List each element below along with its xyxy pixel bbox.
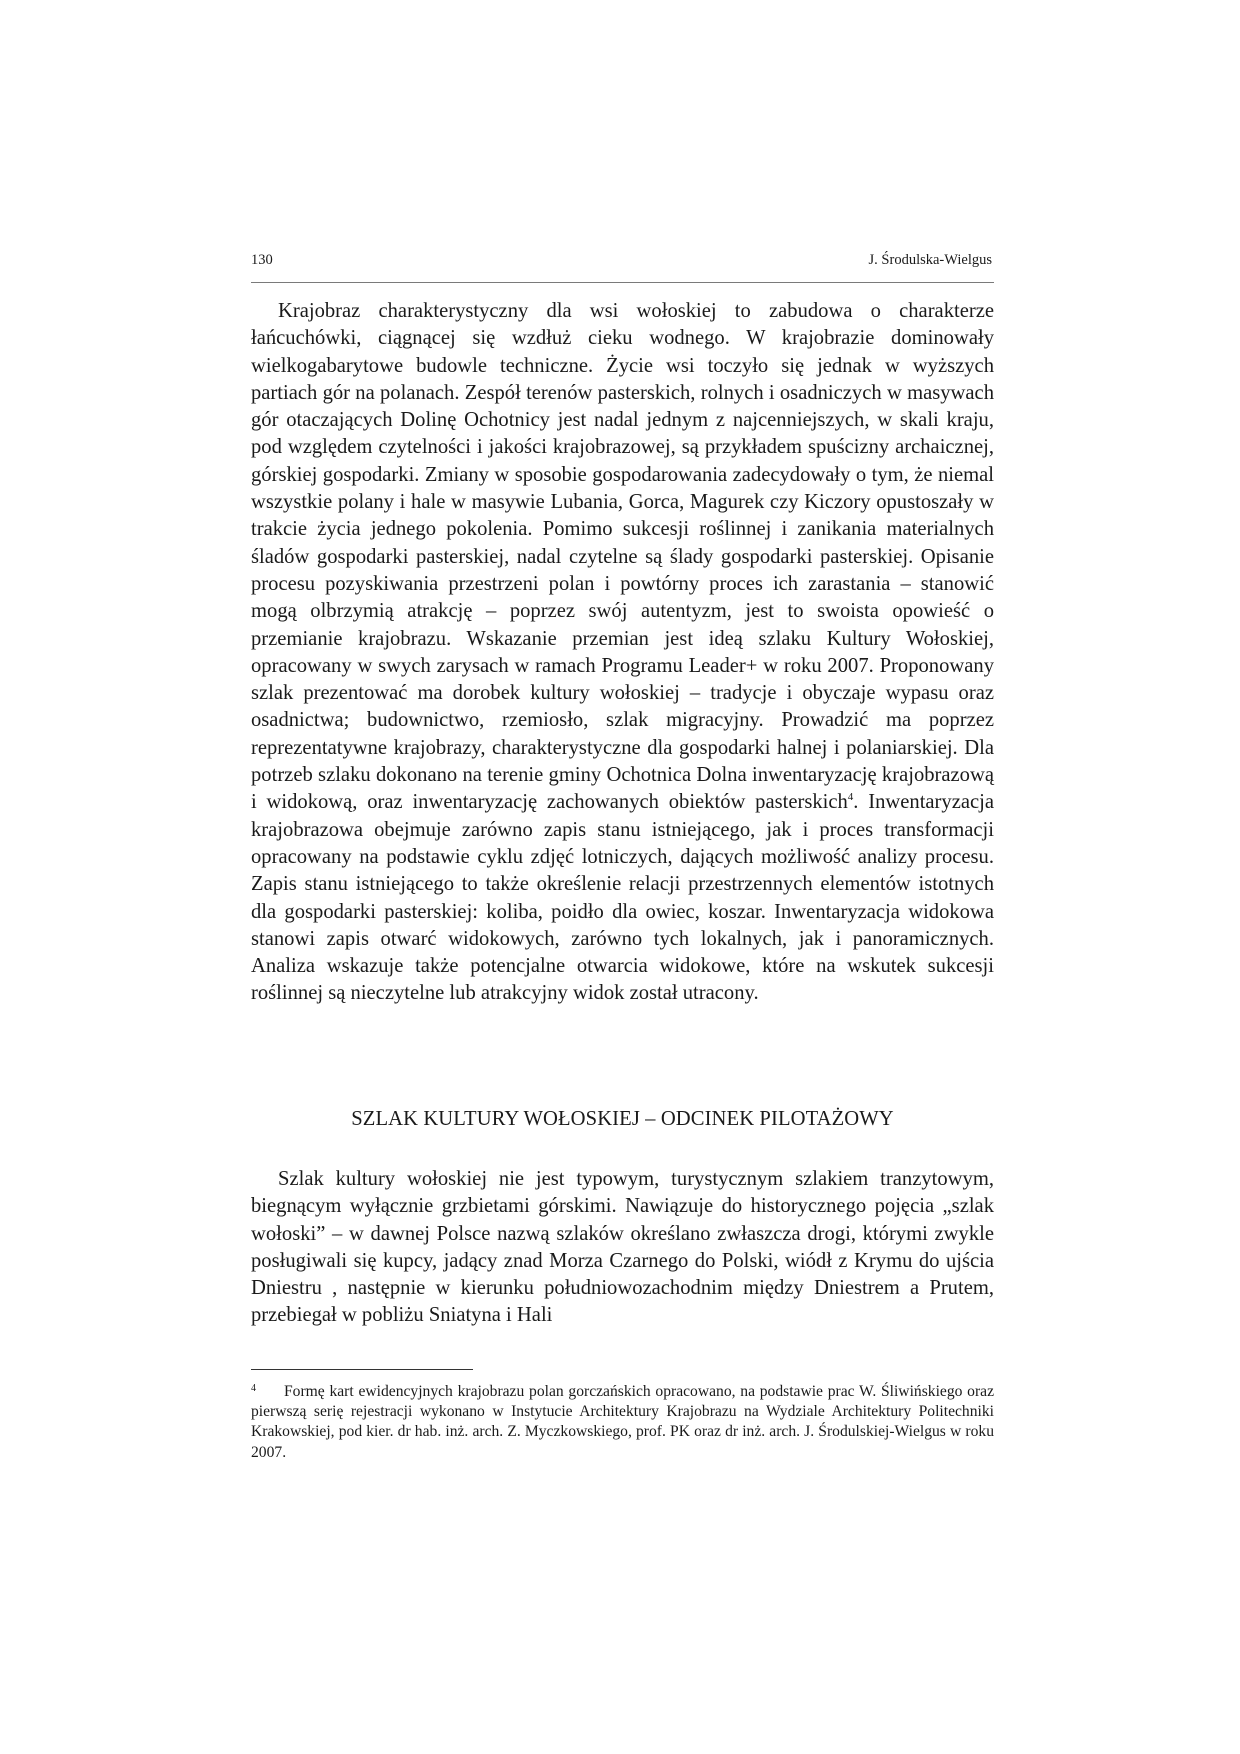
section-heading: SZLAK KULTURY WOŁOSKIEJ – ODCINEK PILOTAŻOWY bbox=[351, 1108, 894, 1130]
footnote-marker: 4 bbox=[251, 1383, 256, 1394]
body-text-section bbox=[251, 1166, 994, 1330]
footnote-reference[interactable]: 4 bbox=[847, 791, 854, 804]
running-head bbox=[251, 248, 994, 283]
footnote-rule bbox=[251, 1369, 473, 1370]
paragraph-text-continued: . Inwentaryzacja krajobrazowa obejmuje zarówno zapis stanu istniejącego, jak i proces transformacji opracowany na podstawie cyklu zdjęć lotniczych, dających możliwość analizy procesu. Zapis stanu istniejącego to także określenie relacji przestrzennych elementów istotnych dla gospodarki pasterskiej: koliba, poidło dla owiec, koszar. Inwentaryzacja widokowa stanowi zapis otwarć widokowych, zarówno tych lokalnych, jak i panoramicznych. Analiza wskazuje także potencjalne otwarcia widokowe, które na wskutek sukcesji roślinnej są nieczytelne lub atrakcyjny widok został utracony. bbox=[251, 791, 994, 1005]
page-number: 130 bbox=[251, 252, 273, 268]
footnote bbox=[251, 1382, 994, 1463]
running-head-author: J. Środulska-Wielgus bbox=[868, 252, 992, 268]
paragraph bbox=[251, 298, 994, 1008]
paragraph: Szlak kultury wołoskiej nie jest typowym, turystycznym szlakiem tranzytowym, biegnącym wyłącznie grzbietami górskimi. Nawiązuje do historycznego pojęcia „szlak wołoski” – w dawnej Polsce nazwą szlaków określano zwłaszcza drogi, którymi zwykle posługiwali się kupcy, jadący znad Morza Czarnego do Polski, wiódł z Krymu do ujścia Dniestru , następnie w kierunku południowozachodnim między Dniestrem a Prutem, przebiegał w pobliżu Sniatyna i Hali bbox=[251, 1168, 994, 1327]
footnote-text: Formę kart ewidencyjnych krajobrazu polan gorczańskich opracowano, na podstawie prac W. Śliwińskiego oraz pierwszą serię rejestracji wykonano w Instytucie Architektury Krajobrazu na Wydziale Architektury Politechniki Krakowskiej, pod kier. dr hab. inż. arch. Z. Myczkowskiego, prof. PK oraz dr inż. arch. J. Środulskiej-Wielgus w roku 2007. bbox=[251, 1383, 994, 1461]
paragraph-text: Krajobraz charakterystyczny dla wsi wołoskiej to zabudowa o charakterze łańcuchówki, ciągnącej się wzdłuż cieku wodnego. W krajobrazie dominowały wielkogabarytowe budowle techniczne. Życie wsi toczyło się jednak w wyższych partiach gór na polanach. Zespół terenów pasterskich, rolnych i osadniczych w masywach gór otaczających Dolinę Ochotnicy jest nadal jednym z najcenniejszych, w skali kraju, pod względem czytelności i jakości krajobrazowej, są przykładem spuścizny archaicznej, górskiej gospodarki. Zmiany w sposobie gospodarowania zadecydowały o tym, że niemal wszystkie polany i hale w masywie Lubania, Gorca, Magurek czy Kiczory opustoszały w trakcie życia jednego pokolenia. Pomimo sukcesji roślinnej i zanikania materialnych śladów gospodarki pasterskiej, nadal czytelne są ślady gospodarki pasterskiej. Opisanie procesu pozyskiwania przestrzeni polan i powtórny proces ich zarastania – stanowić mogą olbrzymią atrakcję – poprzez swój autentyzm, jest to swoista opowieść o przemianie krajobrazu. Wskazanie przemian jest ideą szlaku Kultury Wołoskiej, opracowany w swych zarysach w ramach Programu Leader+ w roku 2007. Proponowany szlak prezentować ma dorobek kultury wołoskiej – tradycje i obyczaje wypasu oraz osadnictwa; budownictwo, rzemiosło, szlak migracyjny. Prowadzić ma poprzez reprezentatywne krajobrazy, charakterystyczne dla gospodarki halnej i polaniarskiej. Dla potrzeb szlaku dokonano na terenie gminy Ochotnica Dolna inwentaryzację krajobrazową i widokową, oraz inwentaryzację zachowanych obiektów pasterskich bbox=[251, 300, 994, 814]
body-text bbox=[251, 298, 994, 1008]
